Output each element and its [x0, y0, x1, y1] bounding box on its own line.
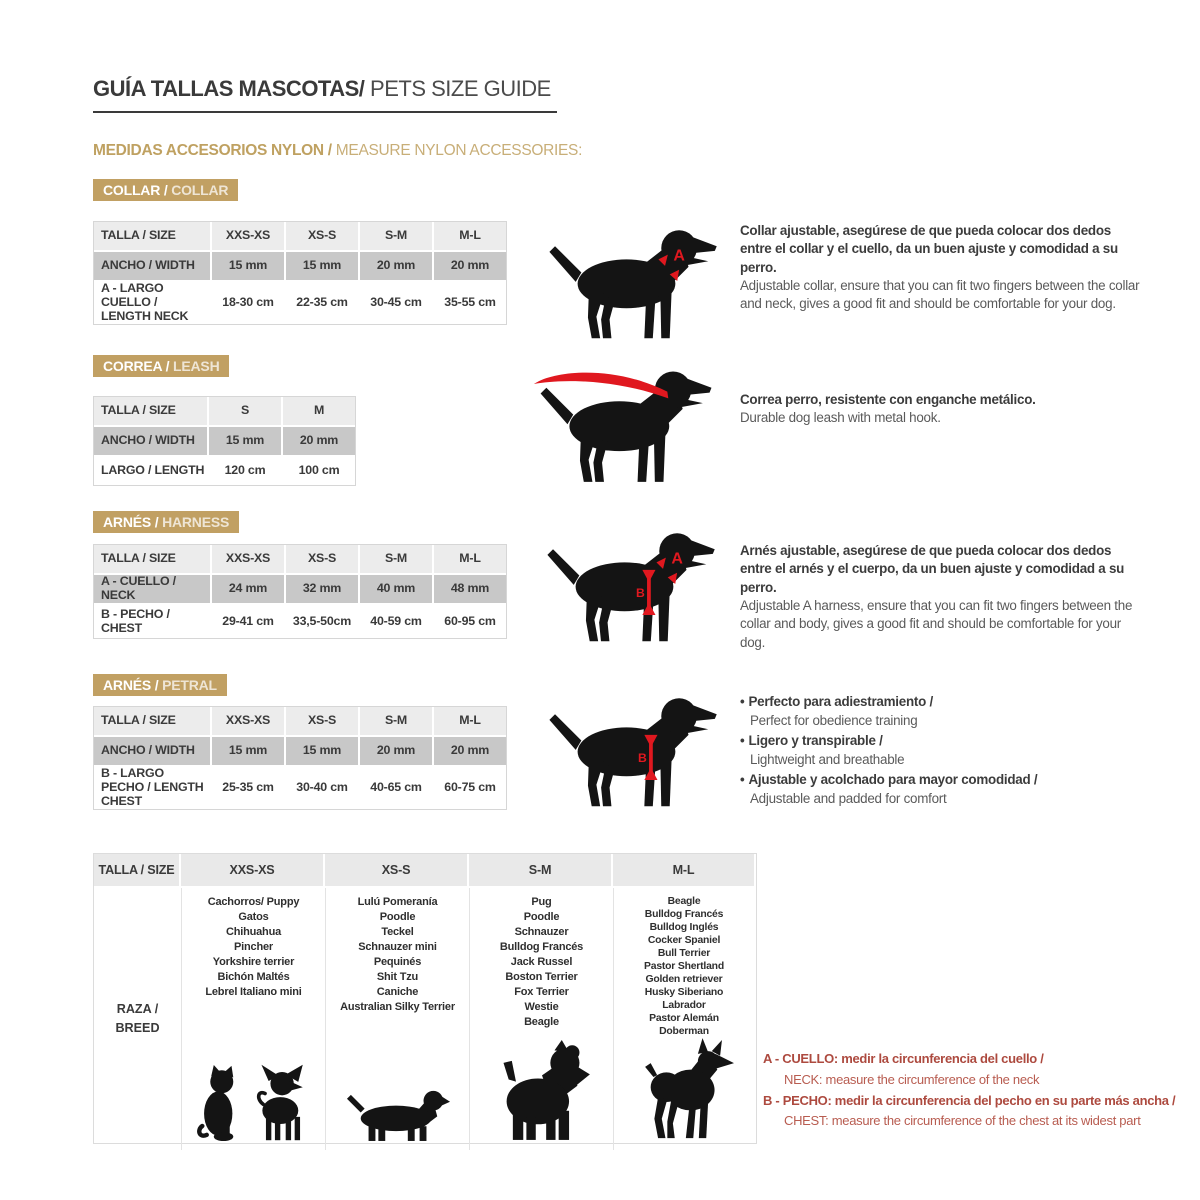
breed-row-label-line: RAZA /	[116, 1002, 159, 1017]
leash-size-table	[93, 396, 356, 486]
petral-size-table	[93, 706, 507, 810]
size-column-header: XS-S	[286, 707, 358, 735]
badge-label-es: ARNÉS /	[103, 677, 159, 693]
size-value: 32 mm	[286, 575, 358, 603]
size-value: 22-35 cm	[286, 282, 358, 324]
size-value: 20 mm	[283, 427, 355, 455]
size-row-label: LARGO / LENGTH	[94, 457, 207, 485]
size-table-corner-label: TALLA / SIZE	[94, 397, 207, 425]
chihuahua-icon	[255, 1063, 311, 1142]
dog-silhouette-icon	[540, 686, 728, 813]
svg-text:A: A	[671, 550, 683, 568]
size-value: 40-65 cm	[360, 767, 432, 809]
breed-list	[326, 895, 469, 1015]
size-table-corner-label: TALLA / SIZE	[94, 222, 210, 250]
breed-name: Teckel	[381, 926, 414, 938]
size-column-header: XXS-XS	[212, 545, 284, 573]
breed-name: Yorkshire terrier	[212, 956, 295, 968]
pet-silhouettes	[470, 1040, 613, 1150]
breed-size-cell	[613, 888, 754, 1150]
harness-description-es: Arnés ajustable, asegúrese de que pueda colocar dos dedos entre el arnés y el cuerpo, da un buen ajuste y comodidad a su perro.	[740, 543, 1125, 595]
breed-name: Boston Terrier	[505, 971, 578, 983]
collar-section-badge	[93, 179, 238, 201]
breed-name: Chihuahua	[225, 926, 282, 938]
breed-name: Pastor Alemán	[649, 1013, 719, 1024]
harness-section-badge	[93, 511, 239, 533]
petral-feature-en: Lightweight and breathable	[750, 752, 905, 768]
pet-silhouettes	[326, 1083, 469, 1150]
page-title-en: PETS SIZE GUIDE	[364, 76, 551, 101]
note-chest-es: B - PECHO: medir la circunferencia del pecho en su parte más ancha /	[763, 1092, 1176, 1108]
size-value: 20 mm	[360, 252, 432, 280]
svg-text:A: A	[673, 247, 685, 265]
breed-name: Schnauzer mini	[358, 941, 437, 953]
breed-list	[614, 895, 754, 1038]
size-value: 48 mm	[434, 575, 506, 603]
page-title-es: GUÍA TALLAS MASCOTAS/	[93, 76, 365, 101]
breed-size-cell	[325, 888, 469, 1150]
note-neck	[763, 1049, 1200, 1091]
breed-name: Jack Russel	[510, 956, 573, 968]
breed-name: Pastor Shertland	[644, 961, 724, 972]
size-value: 60-95 cm	[434, 605, 506, 638]
leash-description-es: Correa perro, resistente con enganche metálico.	[740, 392, 1036, 407]
breed-name: Lebrel Italiano mini	[205, 986, 302, 998]
breed-column-header: XXS-XS	[181, 854, 325, 886]
petral-feature-en: Perfect for obedience training	[750, 713, 918, 729]
breed-size-cell	[181, 888, 325, 1150]
size-column-header: S-M	[360, 707, 432, 735]
breed-name: Cocker Spaniel	[647, 935, 721, 946]
badge-label-es: COLLAR /	[103, 182, 168, 198]
breed-name: Shit Tzu	[376, 971, 419, 983]
size-value: 33,5-50cm	[286, 605, 358, 638]
dog-silhouette-icon	[531, 359, 723, 489]
breed-name: Caniche	[376, 986, 419, 998]
measure-notes	[763, 1049, 1200, 1132]
badge-label-es: CORREA /	[103, 358, 170, 374]
bullet-icon: •	[740, 732, 745, 748]
breed-column-header: TALLA / SIZE	[94, 854, 181, 886]
size-value: 40-59 cm	[360, 605, 432, 638]
size-row-label: ANCHO / WIDTH	[94, 427, 207, 455]
size-value: 30-40 cm	[286, 767, 358, 809]
dachshund-icon	[345, 1083, 451, 1142]
dog-leash-illustration	[531, 359, 723, 489]
breed-name: Schnauzer	[514, 926, 569, 938]
size-column-header: S-M	[360, 222, 432, 250]
size-column-header: S-M	[360, 545, 432, 573]
size-column-header: XS-S	[286, 222, 358, 250]
size-value: 15 mm	[209, 427, 281, 455]
harness-size-table	[93, 544, 507, 639]
badge-label-en: PETRAL	[158, 677, 217, 693]
collar-description-es: Collar ajustable, asegúrese de que pueda colocar dos dedos entre el collar y el cuello, da un buen ajuste y comodidad a su perro.	[740, 223, 1118, 275]
leash-description-en: Durable dog leash with metal hook.	[740, 410, 941, 426]
dog-harness-illustration	[538, 521, 726, 648]
breed-row-label-line: BREED	[115, 1021, 160, 1035]
size-value: 35-55 cm	[434, 282, 506, 324]
size-table-corner-label: TALLA / SIZE	[94, 707, 210, 735]
schnauzer-icon	[494, 1040, 590, 1142]
subtitle	[93, 142, 582, 160]
breed-name: Pequinés	[373, 956, 422, 968]
breed-list	[470, 895, 613, 1030]
breed-name: Bulldog Francés	[499, 941, 584, 953]
size-column-header: M	[283, 397, 355, 425]
size-value: 30-45 cm	[360, 282, 432, 324]
svg-text:B: B	[638, 751, 647, 766]
size-value: 18-30 cm	[212, 282, 284, 324]
size-row-label: A - LARGO CUELLO / LENGTH NECK	[94, 282, 210, 324]
breed-name: Australian Silky Terrier	[340, 1001, 455, 1013]
size-row-label: B - PECHO / CHEST	[94, 605, 210, 638]
collar-size-table	[93, 221, 507, 325]
breed-name: Westie	[524, 1001, 559, 1013]
badge-label-en: HARNESS	[158, 514, 230, 530]
breed-name: Gatos	[238, 911, 269, 923]
breed-name: Pincher	[234, 941, 273, 953]
breed-name: Labrador	[662, 1000, 706, 1011]
petral-section-badge	[93, 674, 227, 696]
breed-name: Bulldog Francés	[644, 909, 724, 920]
size-column-header: M-L	[434, 222, 506, 250]
breed-name: Bichón Maltés	[217, 971, 290, 983]
note-neck-es: A - CUELLO: medir la circunferencia del cuello /	[763, 1051, 1044, 1066]
breed-name: Beagle	[667, 896, 701, 907]
breed-table-header	[94, 854, 756, 888]
doberman-icon	[634, 1038, 734, 1142]
bullet-icon: •	[740, 694, 745, 709]
breed-name: Husky Siberiano	[644, 987, 724, 998]
size-value: 20 mm	[360, 737, 432, 765]
petral-feature-en: Adjustable and padded for comfort	[750, 791, 947, 807]
dog-petral-illustration	[540, 686, 728, 813]
size-value: 24 mm	[212, 575, 284, 603]
breed-name: Poodle	[379, 911, 416, 923]
size-column-header: XXS-XS	[212, 222, 284, 250]
breed-column-header: M-L	[613, 854, 754, 886]
size-column-header: XXS-XS	[212, 707, 284, 735]
petral-feature-es: • Perfecto para adiestramiento /	[740, 694, 933, 709]
note-chest	[763, 1091, 1200, 1133]
size-table-corner-label: TALLA / SIZE	[94, 545, 210, 573]
size-value: 25-35 cm	[212, 767, 284, 809]
size-value: 120 cm	[209, 457, 281, 485]
breed-name: Cachorros/ Puppy	[207, 896, 300, 908]
page-title	[93, 76, 557, 113]
petral-feature-es: • Ajustable y acolchado para mayor comodidad /	[740, 771, 1038, 787]
collar-description	[740, 222, 1144, 314]
dog-silhouette-icon	[538, 521, 726, 648]
harness-description-en: Adjustable A harness, ensure that you can fit two fingers between the collar and body, gives a good fit and should be comfortable for your dog.	[740, 598, 1133, 650]
size-column-header: M-L	[434, 707, 506, 735]
breed-size-cell	[469, 888, 613, 1150]
size-value: 60-75 cm	[434, 767, 506, 809]
breed-name: Golden retriever	[645, 974, 723, 985]
breed-table-body	[94, 888, 756, 1143]
subtitle-es: MEDIDAS ACCESORIOS NYLON /	[93, 142, 332, 159]
dog-collar-illustration	[540, 218, 728, 345]
size-value: 20 mm	[434, 737, 506, 765]
svg-text:B: B	[636, 586, 645, 601]
size-row-label: B - LARGO PECHO / LENGTH CHEST	[94, 767, 210, 809]
leash-description	[740, 391, 1144, 428]
breed-column-header: S-M	[469, 854, 613, 886]
breed-name: Fox Terrier	[514, 986, 569, 998]
badge-label-en: COLLAR	[167, 182, 229, 198]
leash-section-badge	[93, 355, 229, 377]
petral-features-list	[740, 692, 1160, 809]
size-value: 100 cm	[283, 457, 355, 485]
breed-name: Poodle	[523, 911, 560, 923]
badge-label-en: LEASH	[169, 358, 220, 374]
size-column-header: M-L	[434, 545, 506, 573]
note-chest-en: CHEST: measure the circumference of the chest at its widest part	[784, 1113, 1141, 1129]
size-column-header: S	[209, 397, 281, 425]
breed-list	[182, 895, 325, 1000]
size-row-label: ANCHO / WIDTH	[94, 252, 210, 280]
size-value: 29-41 cm	[212, 605, 284, 638]
breed-size-table	[93, 853, 757, 1144]
breed-name: Lulú Pomeranía	[357, 896, 438, 908]
breed-row-label	[94, 888, 181, 1150]
size-column-header: XS-S	[286, 545, 358, 573]
petral-feature-es: • Ligero y transpirable /	[740, 732, 883, 748]
collar-description-en: Adjustable collar, ensure that you can fit two fingers between the collar and neck, gives a good fit and should be comfortable for your dog.	[740, 278, 1140, 312]
pet-silhouettes	[182, 1063, 325, 1150]
size-value: 15 mm	[212, 737, 284, 765]
breed-name: Bull Terrier	[657, 948, 711, 959]
breed-name: Bulldog Inglés	[649, 922, 719, 933]
size-value: 40 mm	[360, 575, 432, 603]
breed-name: Pug	[531, 896, 552, 908]
dog-silhouette-icon	[540, 218, 728, 345]
bullet-icon: •	[740, 771, 745, 787]
size-value: 15 mm	[286, 737, 358, 765]
pet-silhouettes	[614, 1038, 754, 1150]
subtitle-en: MEASURE NYLON ACCESSORIES:	[331, 142, 583, 159]
note-neck-en: NECK: measure the circumference of the neck	[784, 1071, 1040, 1087]
size-row-label: A - CUELLO / NECK	[94, 575, 210, 603]
cat-icon	[197, 1064, 243, 1142]
badge-label-es: ARNÉS /	[103, 514, 159, 530]
size-value: 20 mm	[434, 252, 506, 280]
size-row-label: ANCHO / WIDTH	[94, 737, 210, 765]
size-value: 15 mm	[286, 252, 358, 280]
size-value: 15 mm	[212, 252, 284, 280]
breed-name: Doberman	[659, 1026, 709, 1037]
harness-description	[740, 542, 1144, 652]
breed-name: Beagle	[524, 1016, 559, 1028]
breed-column-header: XS-S	[325, 854, 469, 886]
